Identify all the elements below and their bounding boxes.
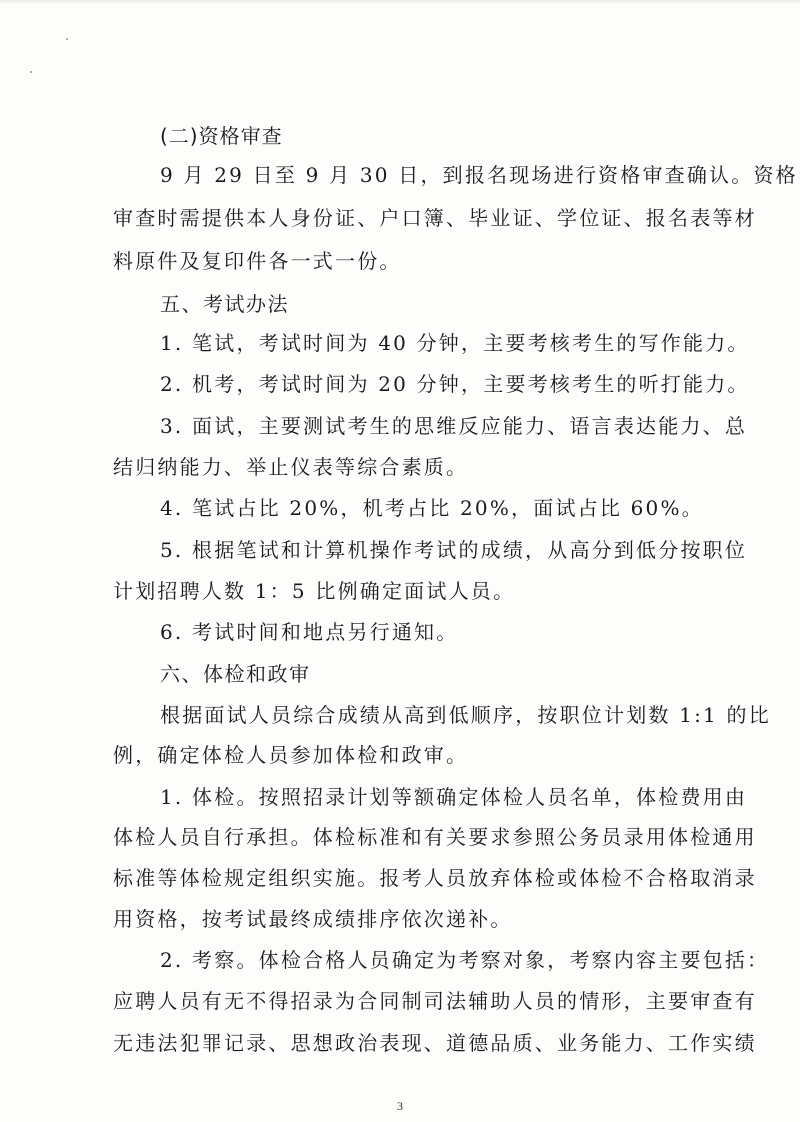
- paragraph-line: 体检人员自行承担。体检标准和有关要求参照公务员录用体检通用: [113, 825, 757, 849]
- paragraph-line: 无违法犯罪记录、思想政治表现、道德品质、业务能力、工作实绩: [113, 1031, 757, 1055]
- paragraph-line: 审查时需提供本人身份证、户口簿、毕业证、学位证、报名表等材: [113, 206, 757, 230]
- paragraph-line: 计划招聘人数 1：5 比例确定面试人员。: [113, 579, 516, 603]
- paragraph-line: 1. 体检。按照招录计划等额确定体检人员名单，体检费用由: [160, 785, 748, 809]
- paragraph-line: 根据面试人员综合成绩从高到低顺序，按职位计划数 1:1 的比: [160, 703, 771, 727]
- paragraph-line: 4. 笔试占比 20%，机考占比 20%，面试占比 60%。: [160, 496, 704, 520]
- paragraph-line: 6. 考试时间和地点另行通知。: [160, 620, 459, 644]
- paragraph-line: 料原件及复印件各一式一份。: [113, 249, 402, 273]
- paragraph-line: 5. 根据笔试和计算机操作考试的成绩，从高分到低分按职位: [160, 538, 748, 562]
- page-number: 3: [397, 1099, 403, 1113]
- scan-edge: [0, 0, 800, 4]
- paragraph-line: 9 月 29 日至 9 月 30 日，到报名现场进行资格审查确认。资格: [160, 163, 798, 187]
- paragraph-line: 结归纳能力、举止仪表等综合素质。: [113, 455, 469, 479]
- paragraph-line: 2. 机考，考试时间为 20 分钟，主要考核考生的听打能力。: [160, 372, 750, 396]
- scan-speck: [30, 71, 32, 73]
- section-heading-exam-method: 五、考试办法: [160, 292, 289, 316]
- paragraph-line: 3. 面试，主要测试考生的思维反应能力、语言表达能力、总: [160, 414, 748, 438]
- scan-speck: [66, 38, 68, 40]
- paragraph-line: 用资格，按考试最终成绩排序依次递补。: [113, 907, 513, 931]
- section-subheading-qualification: (二)资格审查: [160, 124, 283, 148]
- paragraph-line: 例，确定体检人员参加体检和政审。: [113, 743, 469, 767]
- paragraph-line: 标准等体检规定组织实施。报考人员放弃体检或体检不合格取消录: [113, 866, 757, 890]
- paragraph-line: 1. 笔试，考试时间为 40 分钟，主要考核考生的写作能力。: [160, 331, 750, 355]
- section-heading-physical-exam: 六、体检和政审: [160, 662, 311, 686]
- paragraph-line: 2. 考察。体检合格人员确定为考察对象，考察内容主要包括：: [160, 948, 770, 972]
- paragraph-line: 应聘人员有无不得招录为合同制司法辅助人员的情形，主要审查有: [113, 989, 757, 1013]
